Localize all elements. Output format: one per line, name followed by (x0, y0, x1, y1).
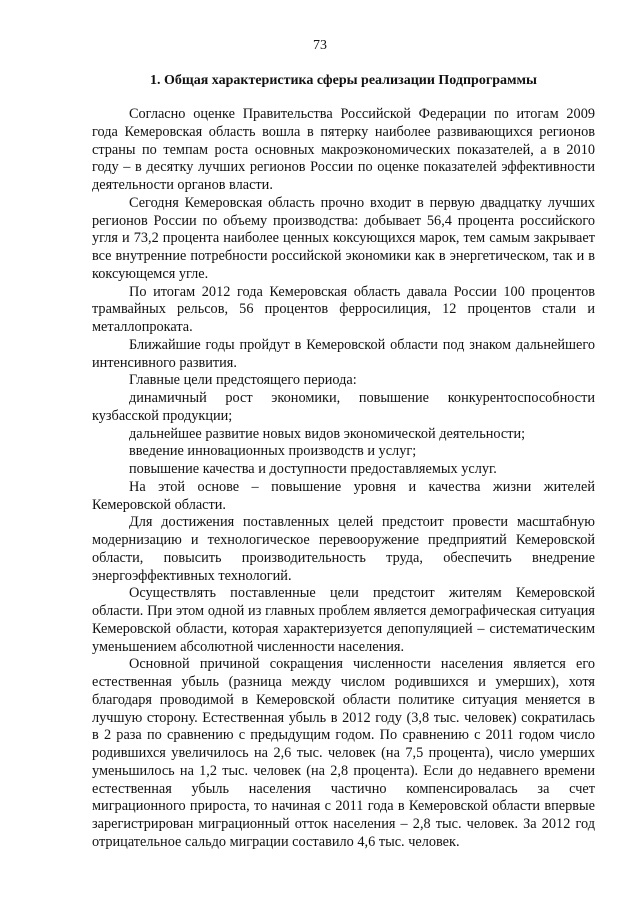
list-item: введение инновационных производств и услуг; (129, 443, 417, 460)
list-item: динамичный рост экономики, повышение конкурентоспособности кузбасской продукции; (92, 390, 595, 424)
paragraph: Ближайшие годы пройдут в Кемеровской области под знаком дальнейшего интенсивного развития. (92, 336, 595, 371)
paragraph: На этой основе – повышение уровня и качества жизни жителей Кемеровской области. (92, 478, 595, 513)
list-item: дальнейшее развитие новых видов экономической деятельности; (129, 425, 526, 442)
paragraph: Для достижения поставленных целей предстоит провести масштабную модернизацию и технологическое перевооружение предприятий Кемеровской области, повысить производительность труда, обеспечить внедрение энергоэффективных технологий. (92, 514, 595, 584)
section-heading: 1. Общая характеристика сферы реализации Подпрограммы (150, 73, 537, 88)
page-number: 73 (313, 38, 327, 53)
body-text (92, 106, 595, 852)
list-item: повышение качества и доступности предоставляемых услуг. (129, 461, 497, 477)
paragraph: Сегодня Кемеровская область прочно входит в первую двадцатку лучших регионов России по объему производства: добывает 56,4 процента российского угля и 73,2 процента наиболее ценных коксующихся марок, тем самым закрывает все внутренние потребности российской экономики как в энергетическом, так и в коксующемся угле. (92, 194, 595, 282)
paragraph: Осуществлять поставленные цели предстоит жителям Кемеровской области. При этом одной из главных проблем является демографическая ситуация Кемеровской области, которая характеризуется депопуляцией – систематическим уменьшением абсолютной численности населения. (92, 585, 595, 655)
paragraph: Согласно оценке Правительства Российской Федерации по итогам 2009 года Кемеровская область вошла в пятерку наиболее развивающихся регионов страны по темпам роста основных макроэкономических показателей, а в 2010 году – в десятку лучших регионов России по оценке показателей эффективности деятельности органов власти. (92, 106, 595, 193)
paragraph: Основной причиной сокращения численности населения является его естественная убыль (разница между числом родившихся и умерших), хотя благодаря проводимой в Кемеровской области политике ситуация меняется в лучшую сторону. Естественная убыль в 2012 году (3,8 тыс. человек) сократилась в 2 раза по сравнению с предыдущим годом. По сравнению с 2011 годом число родившихся увеличилось на 2,6 тыс. человек (на 7,5 процента), число умерших уменьшилось на 1,2 тыс. человек (на 2,8 процента). Если до недавнего времени естественная убыль населения частично компенсировалась за счет миграционного прироста, то начиная с 2011 года в Кемеровской области впервые зарегистрирован миграционный отток населения – 2,8 тыс. человек. За 2012 год отрицательное сальдо миграции составило 4,6 тыс. человек. (92, 656, 595, 850)
paragraph: По итогам 2012 года Кемеровская область давала России 100 процентов трамвайных рельсов, 56 процентов ферросилиция, 12 процентов стали и металлопроката. (92, 283, 595, 335)
paragraph: Главные цели предстоящего периода: (129, 372, 357, 389)
